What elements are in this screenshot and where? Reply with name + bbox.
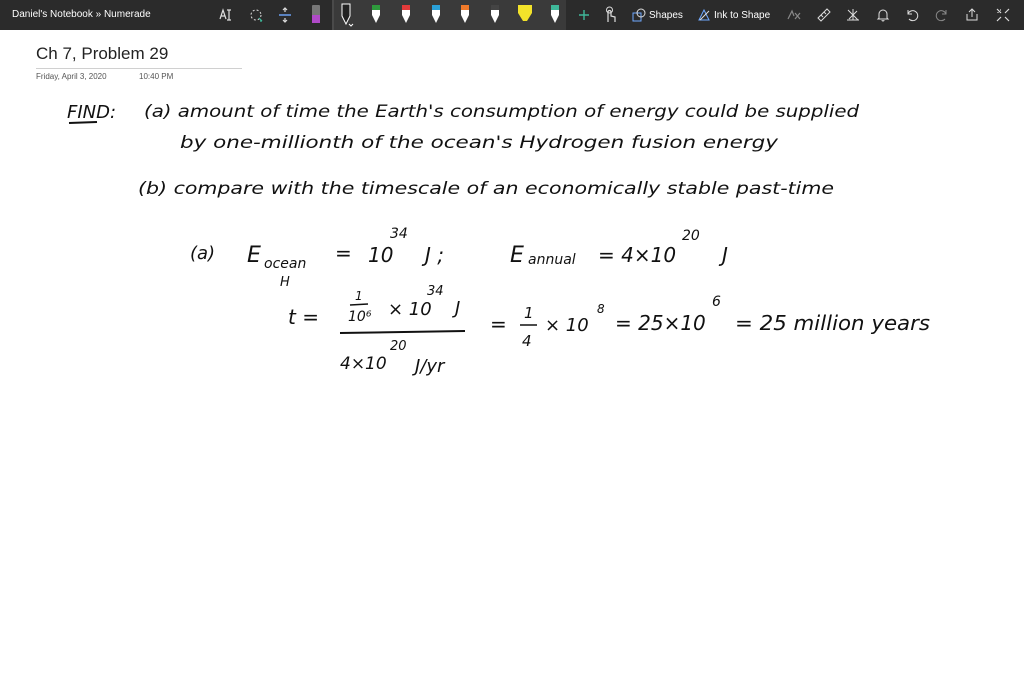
lasso-select-icon[interactable]: [216, 3, 236, 27]
ink-eq2-exp: 20: [682, 228, 700, 244]
ink-line-1: (a) amount of time the Earth's consumption of energy could be supplied: [144, 102, 860, 122]
ink-frac-equals: =: [490, 312, 507, 336]
pen-purple-icon[interactable]: [306, 3, 326, 27]
ink-eq-25: = 25×10: [615, 311, 706, 335]
note-page[interactable]: [0, 30, 1024, 682]
add-space-icon[interactable]: [275, 3, 295, 27]
pen-blue-icon[interactable]: [426, 3, 446, 27]
fullscreen-icon[interactable]: [993, 3, 1013, 27]
ink-line-2: by one-millionth of the ocean's Hydrogen fusion energy: [180, 133, 780, 153]
ink-e-annual: E: [510, 243, 524, 268]
ink-to-shape-icon: [697, 8, 711, 22]
shapes-button[interactable]: [632, 3, 686, 27]
page-date: Friday, April 3, 2020: [36, 72, 107, 81]
redo-icon[interactable]: [932, 3, 952, 27]
pen-green-icon[interactable]: [366, 3, 386, 27]
pen-white-icon[interactable]: [485, 3, 505, 27]
shapes-label: Shapes: [649, 9, 683, 21]
ink-t-var: t =: [288, 305, 319, 329]
ink-num-106: 10⁶: [348, 309, 372, 325]
ink-num-exp: 34: [427, 284, 444, 299]
ink-e-ocean: E: [247, 243, 261, 268]
share-icon[interactable]: [962, 3, 982, 27]
pen-orange-icon[interactable]: [455, 3, 475, 27]
ink-eq2-unit: J: [722, 243, 728, 267]
notebook-breadcrumb[interactable]: Daniel's Notebook » Numerade: [12, 9, 151, 20]
notifications-icon[interactable]: [873, 3, 893, 27]
add-pen-icon[interactable]: [574, 3, 594, 27]
ink-line-3: (b) compare with the timescale of an economically stable past-time: [138, 179, 835, 199]
ink-e-ocean-sub: ocean: [264, 256, 307, 272]
pen-black-icon[interactable]: [336, 3, 356, 27]
ink-frac2-den: 4: [522, 332, 532, 350]
ink-den: 4×10: [340, 354, 387, 374]
ink-num-one: 1: [355, 289, 363, 303]
ink-eq-part-a: (a): [190, 243, 216, 264]
shapes-icon: [632, 8, 646, 22]
undo-icon[interactable]: [902, 3, 922, 27]
ink-times-108: × 10: [545, 315, 589, 336]
highlighter-yellow-icon[interactable]: [515, 3, 535, 27]
ink-find-label: FIND:: [67, 102, 117, 123]
ink-exp-8: 8: [597, 302, 605, 316]
ink-eq1-exp: 34: [390, 226, 408, 242]
ink-to-shape-label: Ink to Shape: [714, 9, 771, 21]
lasso-icon[interactable]: [246, 3, 266, 27]
ink-den-exp: 20: [390, 339, 407, 354]
pen-teal-icon[interactable]: [545, 3, 565, 27]
title-underline: [36, 68, 242, 69]
ink-frac2-num: 1: [524, 304, 534, 322]
ink-result: = 25 million years: [735, 311, 930, 335]
page-title[interactable]: Ch 7, Problem 29: [36, 44, 169, 63]
touch-draw-icon[interactable]: [600, 3, 620, 27]
ink-eq1-equals: =: [335, 241, 352, 265]
ink-eq1-unit: J ;: [425, 243, 444, 267]
ink-to-shape-button[interactable]: [697, 3, 775, 27]
ink-num-unit: J: [455, 298, 461, 319]
ink-e-ocean-subsub: H: [280, 275, 290, 290]
ink-e-annual-sub: annual: [528, 252, 576, 268]
ink-den-unit: J/yr: [415, 356, 445, 377]
pen-red-icon[interactable]: [396, 3, 416, 27]
page-time: 10:40 PM: [139, 72, 174, 81]
ink-eq1-base: 10: [368, 243, 394, 267]
ink-eq2-value: = 4×10: [598, 243, 677, 267]
ink-to-math-icon[interactable]: [784, 3, 804, 27]
ribbon-toolbar: [0, 0, 1024, 30]
ink-exp-6: 6: [712, 294, 721, 310]
ink-num-times: × 10: [388, 299, 432, 320]
ruler-icon[interactable]: [814, 3, 834, 27]
protractor-icon[interactable]: [843, 3, 863, 27]
